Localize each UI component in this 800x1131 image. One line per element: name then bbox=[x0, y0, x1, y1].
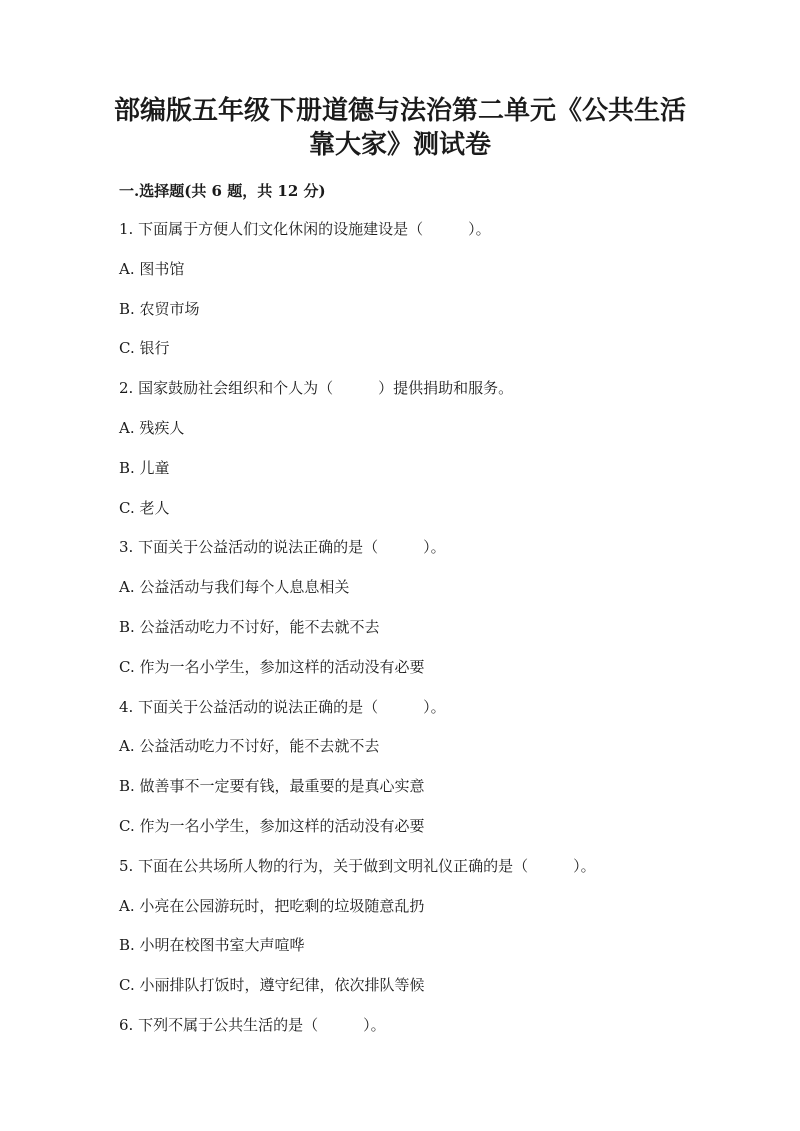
question-2-option-b: B. 儿童 bbox=[119, 458, 170, 477]
question-2-option-c: C. 老人 bbox=[119, 498, 170, 517]
question-5-stem: 5. 下面在公共场所人物的行为，关于做到文明礼仪正确的是（ ）。 bbox=[119, 856, 596, 875]
question-5-option-b: B. 小明在校图书室大声喧哗 bbox=[119, 936, 305, 955]
question-1-stem: 1. 下面属于方便人们文化休闲的设施建设是（ ）。 bbox=[119, 220, 491, 238]
question-3-option-a: A. 公益活动与我们每个人息息相关 bbox=[119, 578, 350, 597]
question-3-stem: 3. 下面关于公益活动的说法正确的是（ ）。 bbox=[119, 538, 446, 557]
question-4-option-c: C. 作为一名小学生，参加这样的活动没有必要 bbox=[119, 816, 425, 835]
question-4-stem: 4. 下面关于公益活动的说法正确的是（ ）。 bbox=[119, 697, 446, 716]
question-2-stem: 2. 国家鼓励社会组织和个人为（ ）提供捐助和服务。 bbox=[119, 379, 514, 398]
question-6-stem: 6. 下列不属于公共生活的是（ ）。 bbox=[119, 1015, 386, 1034]
question-4-option-a: A. 公益活动吃力不讨好，能不去就不去 bbox=[119, 737, 380, 756]
question-5-option-a: A. 小亮在公园游玩时，把吃剩的垃圾随意乱扔 bbox=[119, 896, 425, 915]
question-4-option-b: B. 做善事不一定要有钱，最重要的是真心实意 bbox=[119, 777, 425, 796]
title-line-1: 部编版五年级下册道德与法治第二单元《公共生活 bbox=[113, 96, 686, 126]
question-list bbox=[119, 216, 759, 1052]
title-line-2: 靠大家》测试卷 bbox=[308, 130, 491, 160]
question-3-option-b: B. 公益活动吃力不讨好，能不去就不去 bbox=[119, 617, 380, 636]
question-5-option-c: C. 小丽排队打饭时，遵守纪律，依次排队等候 bbox=[119, 976, 425, 995]
question-1-option-b: B. 农贸市场 bbox=[119, 299, 200, 318]
page-title bbox=[100, 94, 700, 162]
question-1-option-a: A. 图书馆 bbox=[119, 259, 185, 278]
question-2-option-a: A. 残疾人 bbox=[119, 418, 185, 437]
section-heading: 一.选择题(共 6 题，共 12 分) bbox=[119, 182, 326, 200]
question-3-option-c: C. 作为一名小学生，参加这样的活动没有必要 bbox=[119, 657, 425, 676]
question-1-option-c: C. 银行 bbox=[119, 339, 170, 358]
